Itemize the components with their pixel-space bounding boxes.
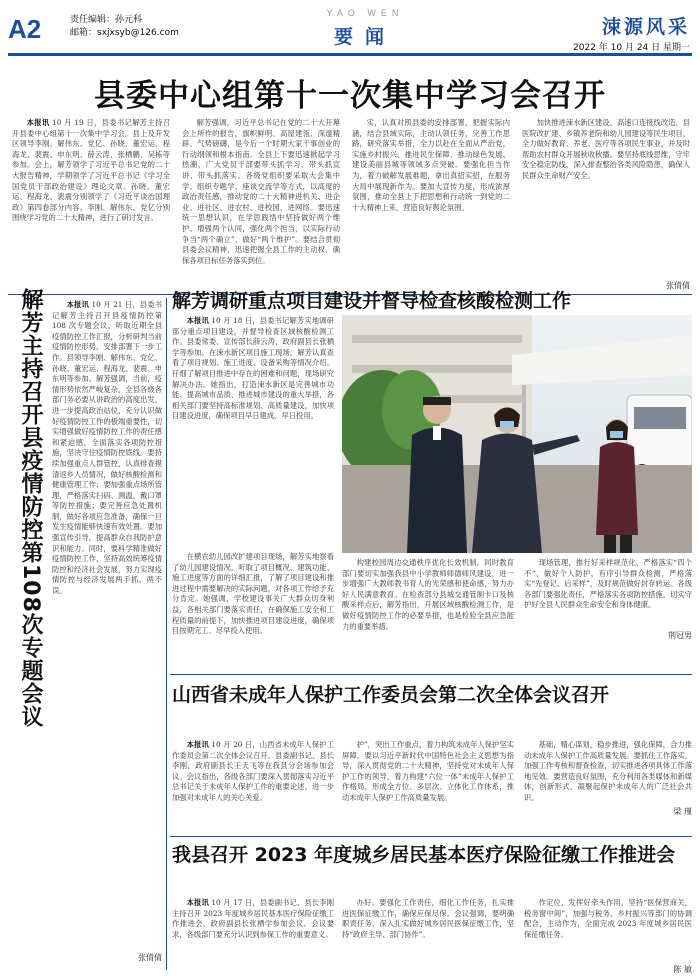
article2-vertical-headline: 解芳主持召开县疫情防控第108次专题会议 (18, 288, 43, 728)
inspection-photo (342, 315, 692, 553)
article2-text: 10 月 21 日，县委书记解芳主持召开县疫情防控第 108 次专题会议，听取近期全县疫情防控工作汇报，分析研判当前疫情防控形势，安排部署下一步工作。县领导李刚、解伟东、党亿、孙晓、董宏运、程海龙、裴震、申东明等参加。解芳强调，当前，疫情形势依然严峻复杂，全县各级各部门务必要从讲政治的高度出发，进一步提高政治站位，充分认识做好疫情防控工作的极端重要性，切实增强做好疫情防控工作的责任感和紧迫感，全面落实各项防控措施，坚决守住疫情防控底线。要持续加强重点人群管控，认真排查摸清返乡人员情况，做好核酸检测和健康管理工作；要加强重点场所管理，严格落实扫码、测温、戴口罩等防控措施；要完善应急处置机制，做好各项应急准备，确保一旦发生疫情能够快速有效处置。要加强宣传引导，提高群众自我防护意识和能力。同时，要科学精准做好疫情防控工作，坚持高效统筹疫情防控和经济社会发展，努力实现疫情防控与经济发展两手抓、两不误。 (52, 300, 162, 596)
article4-column (172, 740, 334, 830)
page-number: A2 (8, 14, 42, 44)
article5-text: 办好。要强化工作责任，细化工作任务，扎实推进医保征缴工作，确保应保尽保。会议强调，要明确职责任务，深入扎实做好城乡居民医保征缴工作，坚持“政府主导、部门协作”。 (342, 898, 514, 939)
article3-text: 在横农幼儿园改扩建项目现场，解芳实地察看了幼儿园建设情况，听取了项目概况、建筑功能、施工进度等方面的详细汇报，了解了项目建设和推进过程中需要解决的实际问题，对各项工作给予充分肯定。她强调，学校建设事关广大群众切身利益，各相关部门要落实责任，在确保施工安全和工程质量的前提下，加快推进项目建设进度，确保项目按期完工、尽早投入使用。 (172, 552, 334, 636)
article3-headline: 解芳调研重点项目建设并督导检查核酸检测工作 (172, 290, 572, 312)
section-divider (170, 674, 692, 675)
article1-text: 实，认真对照县委的安排部署，把握实际内涵，结合县域实际，主动认领任务，完善工作思路，研究落实举措，全力以赴在全面从严治党，实施乡村振兴、推进民生保障、推动绿色发展、建设美丽县城等领域多点突破。要强化担当作为，着力破解发展难题，拿出真招实招，在服务大局中展现新作为。要加大宣传力度，形成浓厚氛围，推动全县上下把思想和行动统一到党的二十大精神上来，营造良好舆论氛围。 (352, 118, 510, 212)
article3-column (342, 558, 514, 668)
editor-name: 责任编辑：孙元科 (70, 15, 143, 25)
article4-text: 10 月 20 日，山西省未成年人保护工作委员会第二次全体会议召开。县委副书记、县长李刚，政府副县长王天飞等在我县分会场参加会议。会议指出，各级各部门要深入贯彻落实习近平总书记关于未成年人保护工作的重要论述，进一步加强对未成年人的关心关爱。 (172, 740, 334, 802)
article-source: 本报讯 (26, 118, 50, 127)
article5-author: 陈 敏 (673, 965, 692, 974)
article-source: 本报讯 (186, 316, 209, 325)
article4-text: 基础，精心谋划，稳步推进，强化保障，合力推动未成年人保护工作高质量发展。要抓住工作落实，加强工作考核和督查检查，切实推进各项具体工作落地见效。要营造良好氛围，充分利用各类媒体和新媒体，创新形式，凝聚起保护未成年人的广泛社会共识。 (524, 740, 692, 802)
editor-info (70, 14, 179, 40)
issue-date: 2022 年 10 月 24 日 星期一 (573, 43, 690, 53)
article1-column (182, 118, 340, 290)
article3-text: 10 月 18 日，县委书记解芳实地调研部分重点项目建设，并督导检查区域核酸检测工作。县委常委、宣传部长薛云涛，政府副县长张栖学等参加。在涑水新区项目施工现场，解芳认真查看了项目规划、施工进度、设备采购等情况介绍，仔细了解项目推进中存在的困难和问题，现场研究解决办法。她指出，打造涑水新区是完善城市功能、提高城市品质、推进城市建设的重大举措，各相关部门要坚持高标准规划、高质量建设，加快项目建设进度，确保项目早日建成、早日投用。 (172, 316, 334, 421)
newspaper-name: 涑源风采 (601, 16, 690, 38)
article5-column (172, 898, 334, 972)
article3-text: 构建校园周边交通秩序优化长效机制。同时教育部门要切实加强我县中小学教师师德师风建设，进一步增强广大教师教书育人的光荣感和使命感，努力办好人民满意教育。在检查部分县城交通管制卡口及核酸采样点后，解芳指出，开展区域核酸检测工作，是做好疫情防控工作的必要举措，也是检验全县应急能力的重要举措。 (342, 558, 514, 631)
article-source: 本报讯 (66, 300, 89, 309)
article1-text: 10 月 19 日，县委书记解芳主持召开县委中心组第十一次集中学习会。县上及开发区领导李刚、解伟东、党亿、孙晓、董宏运、程海龙、裴震、申东明、薛云涛、张栖鹏、吴栋等参加。会上，解芳领学了习近平总书记党的二十大报告精神，学期领学了习近平总书记《学习全国党员干部政治建设》理论文章。孙晓、董宏运、程海龙、裴震分别领学了《习近平谈治国理政》第四卷部分内容。李刚、解伟东、党亿分别围绕学习党的二十大精神，进行了研讨发言。 (12, 118, 170, 223)
article4-text: 护”，突出工作重点，着力构筑未成年人保护坚实屏障。要以习近平新时代中国特色社会主义思想为指导，深入贯彻党的二十大精神，坚持党对未成年人保护工作的领导，着力构建“六位一体”未成年人保护工作格局，形成全方位、多层次、立体化工作体系，推动未成年人保护工作高质量发展。 (342, 740, 514, 802)
article1-text: 加快推进涑水新区建设、高速口连接线改造、县医院改扩建、乡镇养老院和幼儿园建设等民生项目，全力做好教育、养老、医疗等各项民生事业，并及时帮助农村群众开展秋收秋播。要坚持底线思维，守牢安全稳定防线，深入排查整治各类风险隐患，确保人民群众生命财产安全。 (522, 118, 690, 180)
article-source: 本报讯 (186, 898, 209, 907)
article4-headline: 山西省未成年人保护工作委员会第二次全体会议召开 (172, 684, 610, 706)
editor-email: 邮箱：sxjxsyb@126.com (70, 28, 179, 38)
article5-text: 作定位，发挥好牵头作用，坚持“医保营商关，税务窗中间”，加强与税务、乡村振兴等部门的协调配合，主动作为，全面完成 2023 年度城乡居民医保征缴任务。 (524, 898, 692, 939)
article5-headline: 我县召开 2023 年度城乡居民基本医疗保险征缴工作推进会 (172, 844, 676, 866)
article4-column (524, 740, 692, 802)
article1-headline: 县委中心组第十一次集中学习会召开 (94, 78, 606, 114)
column-divider (166, 298, 167, 970)
article3-author: 荆冠男 (668, 631, 692, 640)
article3-photo (342, 315, 692, 553)
article1-column (352, 118, 510, 290)
section-divider (170, 836, 692, 837)
article2-author: 张倩倩 (138, 953, 162, 962)
article4-author: 梁 瑾 (673, 807, 692, 816)
article3-text: 现场管理，推行好采样规范化、严格落实“四个不”，做好个人防护，有序引导群众检测，严格落实“先登记、后采样”，及时规范做好封存转运。各级各部门要强化责任，严格落实各项防控措施，切实守护好全县人民群众生命安全和身体健康。 (524, 558, 692, 610)
article5-column (524, 898, 692, 962)
article5-text: 10 月 17 日，县委副书记、县长李刚主持召开 2023 年度城乡居民基本医疗保险征缴工作推进会，政府副县长张栖学参加会议。会议要求，各级部门要充分认识到参保工作的重要意义。 (172, 898, 334, 939)
article4-column (342, 740, 514, 830)
article3-column (524, 558, 692, 626)
section-label-en: YAO WEN (326, 8, 404, 18)
section-label: 要闻 (333, 26, 396, 48)
article1-column (12, 118, 170, 290)
header-rule (8, 53, 692, 56)
article2-column (52, 300, 162, 948)
article1-column (522, 118, 690, 276)
article1-author: 张倩倩 (666, 281, 690, 290)
article5-column (342, 898, 514, 972)
article-source: 本报讯 (186, 740, 209, 749)
article1-text: 解芳强调，习近平总书记在党的二十大开幕会上所作的报告，旗帜鲜明、高屋建瓴、深邃精辟、气势磅礴，是今后一个时期大家干事创业的行动纲领和根本指南。全县上下要迅速掀起学习热潮，广大党员干部要带头抓学习、带头抓宣讲、带头抓落实。各级党组织要采取大会集中学、组织专题学、座谈交流学等方式，以高度的政治责任感，推动党的二十大精神进机关、进企业、进社区、进农村、进校园、进网络。要迅速统一思想认识，在学思践悟中坚持做好两个维护、增强两个认同，强化两个担当，以实际行动争当“两个确立”、做好“两个维护”。要结合贯彻县委会议精神，迅速把握全县工作的主动权，确保各项目标任务落实到位。 (182, 118, 340, 265)
article3-column (172, 316, 334, 546)
